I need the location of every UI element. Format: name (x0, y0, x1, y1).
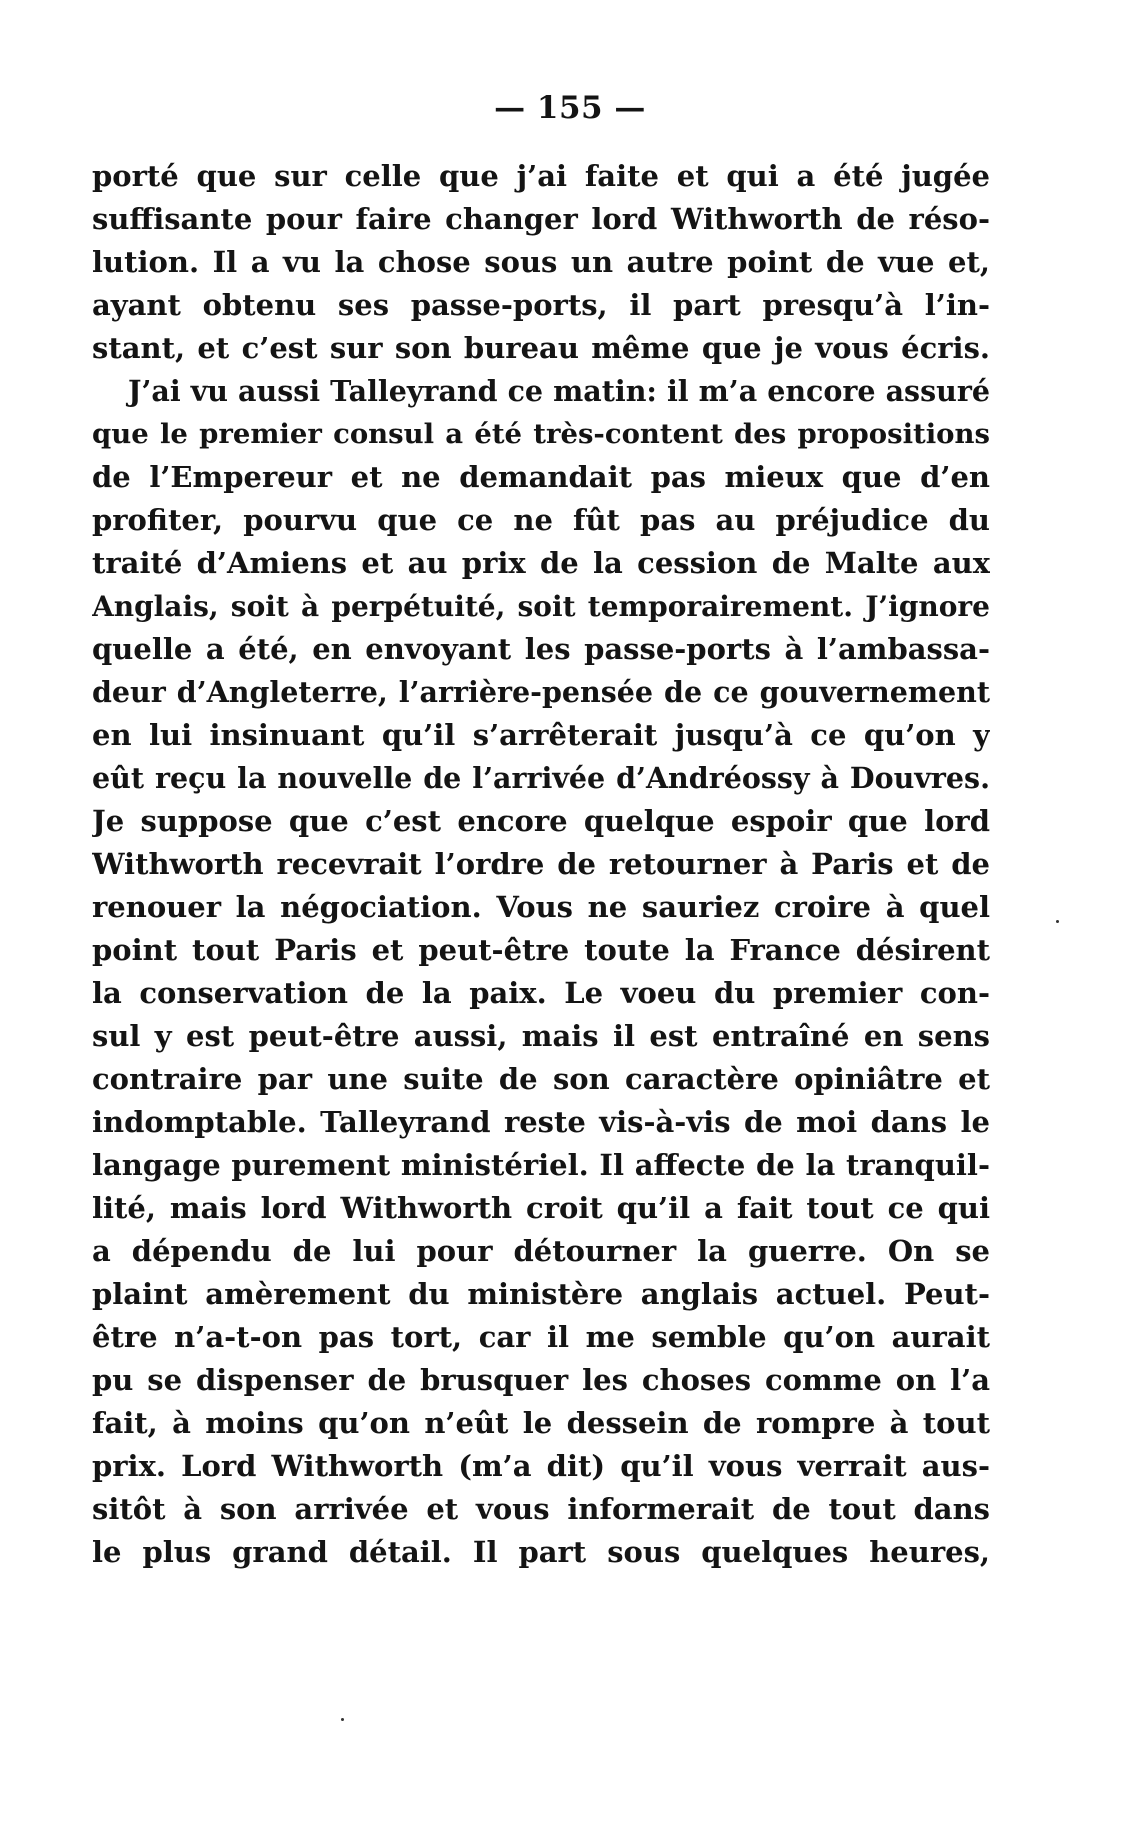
text-line: plaint amèrement du ministère anglais actuel. Peut- (92, 1277, 990, 1311)
text-line: le plus grand détail. Il part sous quelques heures, (92, 1535, 990, 1569)
print-speck (1056, 920, 1059, 923)
text-line: pu se dispenser de brusquer les choses comme on l’a (92, 1363, 990, 1397)
text-line: traité d’Amiens et au prix de la cession de Malte aux (92, 546, 990, 580)
text-line: fait, à moins qu’on n’eût le dessein de rompre à tout (92, 1406, 990, 1440)
text-line: Withworth recevrait l’ordre de retourner à Paris et de (92, 847, 990, 881)
text-line: langage purement ministériel. Il affecte de la tranquil- (92, 1148, 990, 1182)
text-line: de l’Empereur et ne demandait pas mieux que d’en (92, 460, 990, 494)
text-line: ayant obtenu ses passe-ports, il part presqu’à l’in- (92, 288, 990, 322)
text-line: stant, et c’est sur son bureau même que je vous écris. (92, 331, 990, 365)
text-line: renouer la négociation. Vous ne sauriez croire à quel (92, 890, 990, 924)
text-line: suffisante pour faire changer lord Withworth de réso- (92, 202, 990, 236)
body-text (92, 155, 990, 1574)
text-line: contraire par une suite de son caractère opiniâtre et (92, 1062, 990, 1096)
text-line: eût reçu la nouvelle de l’arrivée d’Andréossy à Douvres. (92, 761, 990, 795)
text-line: la conservation de la paix. Le voeu du premier con- (92, 976, 990, 1010)
text-line: sul y est peut-être aussi, mais il est entraîné en sens (92, 1019, 990, 1053)
text-line: a dépendu de lui pour détourner la guerre. On se (92, 1234, 990, 1268)
print-speck (341, 1718, 344, 1721)
text-line: prix. Lord Withworth (m’a dit) qu’il vous verrait aus- (92, 1449, 990, 1483)
page-number: — 155 — (494, 90, 646, 126)
text-line: profiter, pourvu que ce ne fût pas au préjudice du (92, 503, 990, 537)
text-line: lution. Il a vu la chose sous un autre point de vue et, (92, 245, 990, 279)
text-line: deur d’Angleterre, l’arrière-pensée de ce gouvernement (92, 675, 990, 709)
text-line: J’ai vu aussi Talleyrand ce matin: il m’a encore assuré (128, 374, 990, 408)
text-line: lité, mais lord Withworth croit qu’il a fait tout ce qui (92, 1191, 990, 1225)
text-line: Anglais, soit à perpétuité, soit temporairement. J’ignore (92, 590, 990, 623)
text-line: indomptable. Talleyrand reste vis-à-vis de moi dans le (92, 1105, 990, 1139)
text-line: que le premier consul a été très-content des propositions (92, 418, 990, 450)
text-line: point tout Paris et peut-être toute la France désirent (92, 933, 990, 967)
text-line: Je suppose que c’est encore quelque espoir que lord (92, 804, 990, 838)
text-line: être n’a-t-on pas tort, car il me semble qu’on aurait (92, 1320, 990, 1354)
text-line: quelle a été, en envoyant les passe-ports à l’ambassa- (92, 632, 990, 666)
text-line: sitôt à son arrivée et vous informerait de tout dans (92, 1492, 990, 1526)
text-line: en lui insinuant qu’il s’arrêterait jusqu’à ce qu’on y (92, 718, 990, 752)
text-line: porté que sur celle que j’ai faite et qui a été jugée (92, 159, 990, 193)
